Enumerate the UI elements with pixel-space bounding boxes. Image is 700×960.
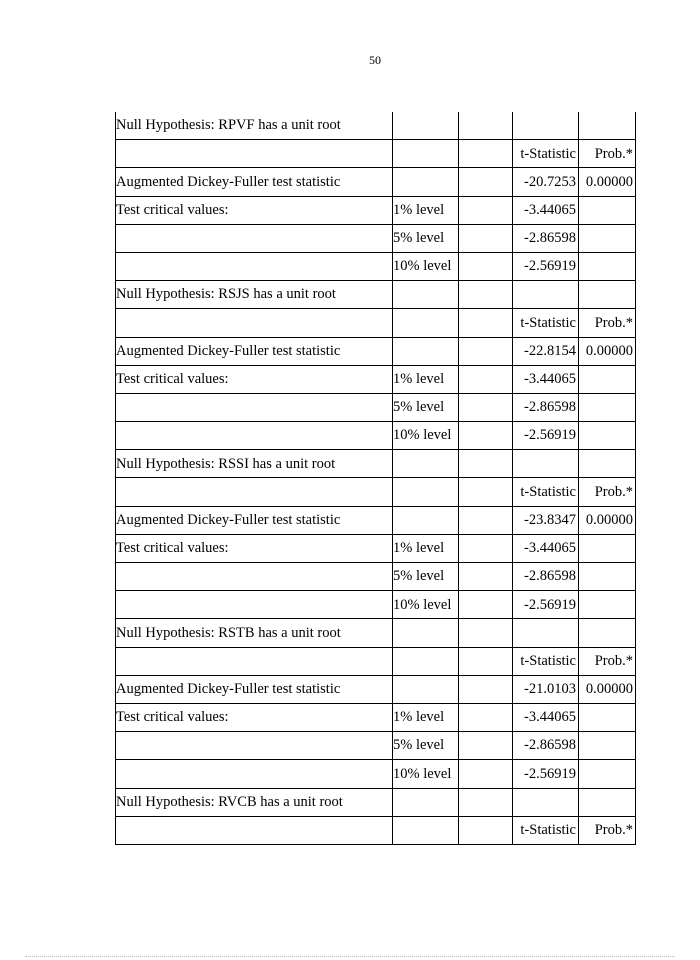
row-label-cell xyxy=(116,760,393,788)
row-label-cell: Augmented Dickey-Fuller test statistic xyxy=(116,168,393,196)
row-label-cell: Null Hypothesis: RSTB has a unit root xyxy=(116,619,393,647)
statistic-cell: t-Statistic xyxy=(513,478,579,506)
statistic-cell xyxy=(513,281,579,309)
table-row xyxy=(116,788,636,816)
probability-cell xyxy=(579,281,636,309)
table-row xyxy=(116,506,636,534)
statistic-cell: -2.56919 xyxy=(513,591,579,619)
table-row xyxy=(116,534,636,562)
probability-cell: Prob.* xyxy=(579,140,636,168)
spacer-cell xyxy=(459,647,513,675)
table-row xyxy=(116,309,636,337)
spacer-cell xyxy=(459,140,513,168)
row-label-cell xyxy=(116,732,393,760)
table-row xyxy=(116,252,636,280)
probability-cell: Prob.* xyxy=(579,647,636,675)
spacer-cell xyxy=(459,478,513,506)
table-row xyxy=(116,732,636,760)
level-cell: 5% level xyxy=(393,563,459,591)
level-cell xyxy=(393,112,459,140)
spacer-cell xyxy=(459,675,513,703)
level-cell: 1% level xyxy=(393,534,459,562)
level-cell xyxy=(393,647,459,675)
level-cell: 5% level xyxy=(393,732,459,760)
statistic-cell: -20.7253 xyxy=(513,168,579,196)
level-cell xyxy=(393,619,459,647)
spacer-cell xyxy=(459,450,513,478)
probability-cell xyxy=(579,365,636,393)
statistic-cell: -21.0103 xyxy=(513,675,579,703)
spacer-cell xyxy=(459,337,513,365)
level-cell xyxy=(393,337,459,365)
table-row xyxy=(116,112,636,140)
table-row xyxy=(116,365,636,393)
level-cell xyxy=(393,788,459,816)
statistic-cell: -22.8154 xyxy=(513,337,579,365)
spacer-cell xyxy=(459,365,513,393)
table-row xyxy=(116,450,636,478)
probability-cell xyxy=(579,619,636,647)
table-row xyxy=(116,760,636,788)
table-row xyxy=(116,140,636,168)
spacer-cell xyxy=(459,619,513,647)
level-cell: 1% level xyxy=(393,703,459,731)
row-label-cell: Test critical values: xyxy=(116,703,393,731)
level-cell xyxy=(393,816,459,844)
page-number: 50 xyxy=(369,53,381,67)
spacer-cell xyxy=(459,760,513,788)
statistic-cell xyxy=(513,450,579,478)
statistic-cell: -23.8347 xyxy=(513,506,579,534)
probability-cell xyxy=(579,422,636,450)
statistic-cell: -2.56919 xyxy=(513,252,579,280)
level-cell: 10% level xyxy=(393,252,459,280)
row-label-cell xyxy=(116,816,393,844)
table-row xyxy=(116,478,636,506)
level-cell: 10% level xyxy=(393,591,459,619)
table-row xyxy=(116,619,636,647)
statistic-cell: -2.56919 xyxy=(513,422,579,450)
row-label-cell: Test critical values: xyxy=(116,365,393,393)
row-label-cell xyxy=(116,252,393,280)
probability-cell: Prob.* xyxy=(579,309,636,337)
table-row xyxy=(116,647,636,675)
probability-cell xyxy=(579,252,636,280)
level-cell xyxy=(393,309,459,337)
probability-cell xyxy=(579,393,636,421)
row-label-cell xyxy=(116,563,393,591)
page-bottom-rule xyxy=(25,956,675,957)
row-label-cell: Test critical values: xyxy=(116,196,393,224)
level-cell xyxy=(393,140,459,168)
statistic-cell: -3.44065 xyxy=(513,196,579,224)
table-row xyxy=(116,337,636,365)
probability-cell xyxy=(579,563,636,591)
probability-cell xyxy=(579,450,636,478)
level-cell xyxy=(393,281,459,309)
statistic-cell: t-Statistic xyxy=(513,816,579,844)
level-cell xyxy=(393,478,459,506)
spacer-cell xyxy=(459,224,513,252)
table-row xyxy=(116,224,636,252)
level-cell xyxy=(393,168,459,196)
statistic-cell: -3.44065 xyxy=(513,365,579,393)
probability-cell xyxy=(579,788,636,816)
spacer-cell xyxy=(459,732,513,760)
spacer-cell xyxy=(459,591,513,619)
table-row xyxy=(116,563,636,591)
spacer-cell xyxy=(459,309,513,337)
probability-cell xyxy=(579,196,636,224)
probability-cell xyxy=(579,760,636,788)
statistic-cell: -3.44065 xyxy=(513,703,579,731)
row-label-cell: Augmented Dickey-Fuller test statistic xyxy=(116,506,393,534)
level-cell: 5% level xyxy=(393,224,459,252)
table-row xyxy=(116,281,636,309)
spacer-cell xyxy=(459,506,513,534)
spacer-cell xyxy=(459,393,513,421)
spacer-cell xyxy=(459,112,513,140)
table-row xyxy=(116,816,636,844)
statistic-cell: -2.86598 xyxy=(513,393,579,421)
probability-cell xyxy=(579,534,636,562)
probability-cell xyxy=(579,591,636,619)
table-row xyxy=(116,703,636,731)
statistic-cell: t-Statistic xyxy=(513,309,579,337)
row-label-cell xyxy=(116,478,393,506)
level-cell xyxy=(393,675,459,703)
probability-cell: Prob.* xyxy=(579,816,636,844)
spacer-cell xyxy=(459,788,513,816)
statistic-cell: -3.44065 xyxy=(513,534,579,562)
probability-cell xyxy=(579,703,636,731)
spacer-cell xyxy=(459,281,513,309)
row-label-cell xyxy=(116,647,393,675)
probability-cell xyxy=(579,112,636,140)
row-label-cell: Null Hypothesis: RSJS has a unit root xyxy=(116,281,393,309)
level-cell: 1% level xyxy=(393,196,459,224)
table-row xyxy=(116,196,636,224)
spacer-cell xyxy=(459,703,513,731)
table-row xyxy=(116,168,636,196)
spacer-cell xyxy=(459,168,513,196)
statistic-cell: t-Statistic xyxy=(513,140,579,168)
adf-test-table xyxy=(115,112,636,845)
level-cell: 10% level xyxy=(393,760,459,788)
adf-table-body xyxy=(116,112,636,844)
spacer-cell xyxy=(459,422,513,450)
level-cell: 10% level xyxy=(393,422,459,450)
row-label-cell xyxy=(116,309,393,337)
level-cell xyxy=(393,450,459,478)
row-label-cell xyxy=(116,140,393,168)
table-row xyxy=(116,591,636,619)
probability-cell: Prob.* xyxy=(579,478,636,506)
statistic-cell: -2.86598 xyxy=(513,563,579,591)
statistic-cell: t-Statistic xyxy=(513,647,579,675)
table-row xyxy=(116,422,636,450)
row-label-cell xyxy=(116,393,393,421)
statistic-cell xyxy=(513,788,579,816)
table-row xyxy=(116,675,636,703)
probability-cell xyxy=(579,732,636,760)
row-label-cell: Augmented Dickey-Fuller test statistic xyxy=(116,675,393,703)
spacer-cell xyxy=(459,534,513,562)
spacer-cell xyxy=(459,252,513,280)
statistic-cell: -2.86598 xyxy=(513,732,579,760)
row-label-cell: Test critical values: xyxy=(116,534,393,562)
statistic-cell: -2.56919 xyxy=(513,760,579,788)
statistic-cell xyxy=(513,112,579,140)
spacer-cell xyxy=(459,816,513,844)
row-label-cell xyxy=(116,422,393,450)
statistic-cell xyxy=(513,619,579,647)
table-row xyxy=(116,393,636,421)
probability-cell: 0.00000 xyxy=(579,168,636,196)
row-label-cell: Null Hypothesis: RSSI has a unit root xyxy=(116,450,393,478)
row-label-cell xyxy=(116,224,393,252)
level-cell: 1% level xyxy=(393,365,459,393)
level-cell xyxy=(393,506,459,534)
probability-cell xyxy=(579,224,636,252)
probability-cell: 0.00000 xyxy=(579,675,636,703)
spacer-cell xyxy=(459,196,513,224)
row-label-cell: Null Hypothesis: RVCB has a unit root xyxy=(116,788,393,816)
row-label-cell: Augmented Dickey-Fuller test statistic xyxy=(116,337,393,365)
row-label-cell: Null Hypothesis: RPVF has a unit root xyxy=(116,112,393,140)
probability-cell: 0.00000 xyxy=(579,506,636,534)
level-cell: 5% level xyxy=(393,393,459,421)
probability-cell: 0.00000 xyxy=(579,337,636,365)
statistic-cell: -2.86598 xyxy=(513,224,579,252)
spacer-cell xyxy=(459,563,513,591)
row-label-cell xyxy=(116,591,393,619)
